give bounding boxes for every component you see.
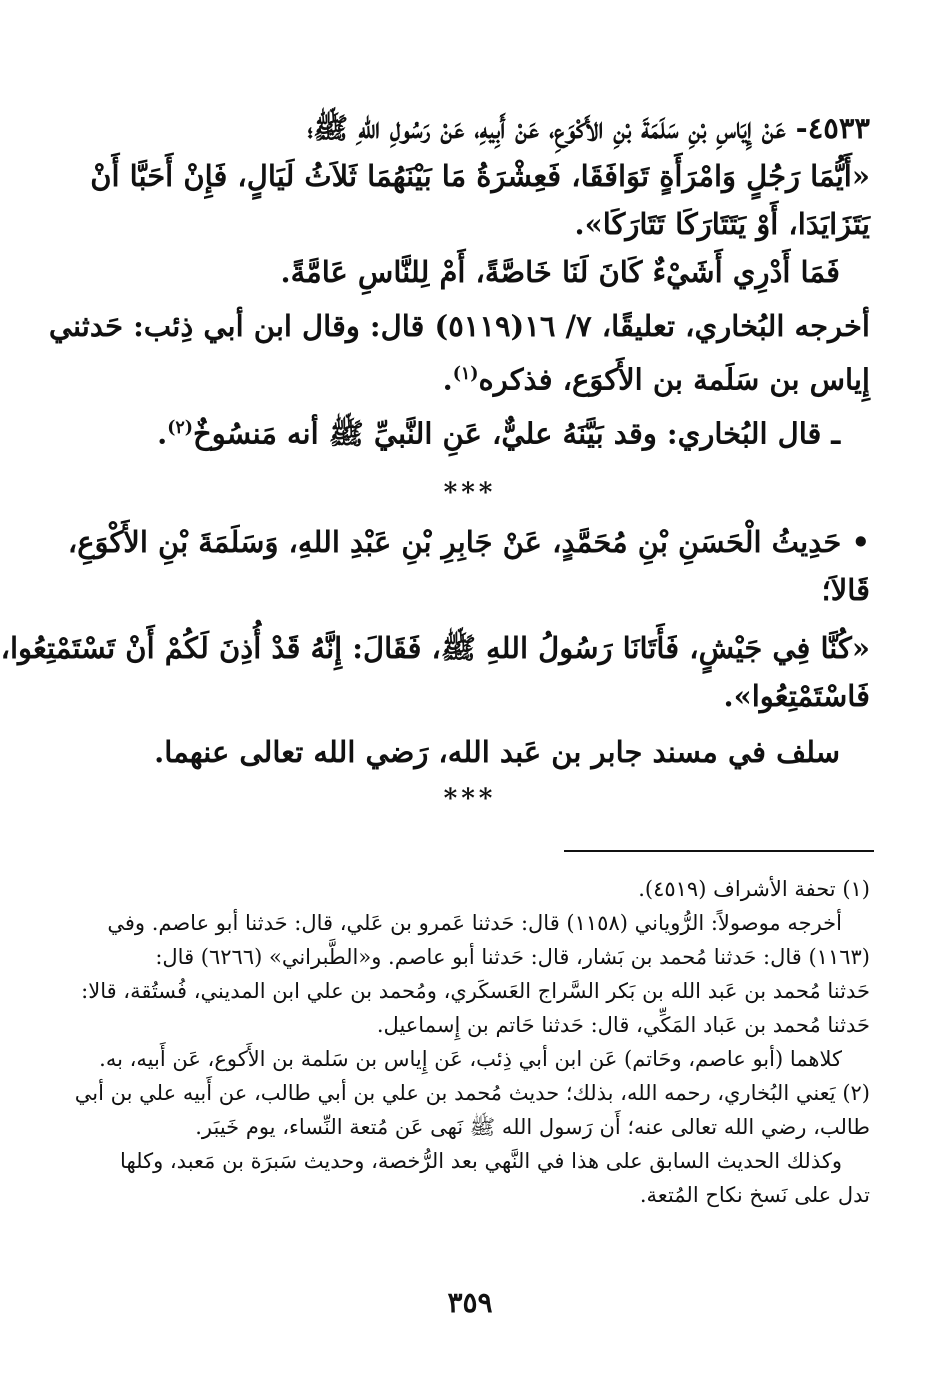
takhrij-text: أخرجه البُخاري، تعليقًا، ٧/ ١٦(٥١١٩) قال: وقال ابن أبي ذِئب: حَدثني [48,309,870,343]
footnote-1-line: حَدثنا مُحمد بن عَباد المَكِّي، قال: حَدثنا حَاتم بن إِسماعيل. [376,1013,870,1037]
page-number: ٣٥٩ [447,1286,493,1319]
bukhari-note-end: . [157,416,168,451]
footnote-divider [564,850,874,852]
bukhari-note-text: ـ قال البُخاري: وقد بَيَّنَهُ عليٌّ، عَنِ النَّبيِّ ﷺ أنه مَنسُوخٌ [193,416,840,451]
footnote-2-line: تدل على نَسخ نكاح المُتعة. [639,1183,870,1207]
hadith-matn-line: «أَيُّمَا رَجُلٍ وَامْرَأَةٍ تَوَافَقَا، فَعِشْرَةُ مَا بَيْنَهُمَا ثَلاَثُ لَيَالٍ، فَإِنْ أَحَبَّا أَنْ [90,159,870,193]
takhrij-line [48,302,870,350]
takhrij-end: . [442,362,453,397]
footnote-1-line: أخرجه موصولاً: الرُّوياني (١١٥٨) قال: حَدثنا عَمرو بن عَلي، قال: حَدثنا أبو عاصم. وفي [107,911,842,935]
takhrij-text: إِياس بن سَلَمة بن الأَكوَع، فذكره [478,362,870,397]
hadith-isnad-line: قَالاَ؛ [821,573,870,607]
footnote-1-line: (١) تحفة الأشراف (٤٥١٩). [638,877,870,901]
cross-reference-line: سلف في مسند جابر بن عَبد الله، رَضي الله تعالى عنهما. [154,735,840,769]
footnote-ref-2[interactable]: (٢) [167,417,193,438]
hadith-matn-line: فَاسْتَمْتِعُوا». [723,679,870,713]
hadith-hasan [0,518,870,776]
footnote-ref-1[interactable]: (١) [452,364,479,384]
footnote-1-line: (١١٦٣) قال: حَدثنا مُحمد بن بَشار، قال: حَدثنا أبو عاصم. و«الطَّبراني» (٦٢٦٦) قال: [155,945,870,969]
footnotes [74,872,870,1212]
section-separator: *** [443,784,497,814]
footnote-1-line: حَدثنا مُحمد بن عَبد الله بن بَكر السَّراج العَسكَري، ومُحمد بن علي ابن المديني، فُستُقة، قالا: [81,979,870,1003]
footnote-2-line: (٢) يَعني البُخاري، رحمه الله، بذلك؛ حديث مُحمد بن علي بن أبي طالب، عن أَبيه علي بن أبي [74,1081,870,1105]
footnote-2-line: وكذلك الحديث السابق على هذا في النَّهي بعد الرُّخصة، وحديث سَبرَة بن مَعبد، وكلها [120,1149,842,1173]
narrator-comment-line: فَمَا أَدْرِي أَشَيْءٌ كَانَ لَنَا خَاصَّةً، أَمْ لِلنَّاسِ عَامَّةً. [280,255,840,289]
hadith-matn-line: يَتَزَايَدَا، أَوْ يَتَتَارَكَا تَتَارَكَا». [574,207,870,241]
hadith-matn-line: «كُنَّا فِي جَيْشٍ، فَأَتَانَا رَسُولُ اللهِ ﷺ، فَقَالَ: إِنَّهُ قَدْ أُذِنَ لَكُمْ أَنْ تَسْتَمْتِعُوا، [0,631,870,665]
section-separator: *** [443,478,497,508]
hadith-isnad-line: • حَدِيثُ الْحَسَنِ بْنِ مُحَمَّدٍ، عَنْ جَابِرِ بْنِ عَبْدِ اللهِ، وَسَلَمَةَ بْنِ الأَكْوَعِ، [67,525,870,559]
hadith-isnad-line: ٤٥٣٣- عَنْ إِيَاسِ بْنِ سَلَمَةَ بْنِ الأَكْوَعِ، عَنْ أَبِيهِ، عَنْ رَسُولِ اللهِ ﷺ؛ [307,111,870,145]
takhrij-line [125,350,870,404]
footnote-2-line: طالب، رضي الله تعالى عنه؛ أَن رَسول الله ﷺ نَهى عَن مُتعة النِّساء، يوم خَيبَر. [195,1115,870,1139]
bukhari-note-line [125,404,870,458]
footnote-1-line: كلاهما (أبو عاصم، وحَاتم) عَن ابن أبي ذِئب، عَن إِياس بن سَلمة بن الأَكوع، عَن أَبيه، به. [99,1047,842,1071]
hadith-4533 [48,104,870,457]
